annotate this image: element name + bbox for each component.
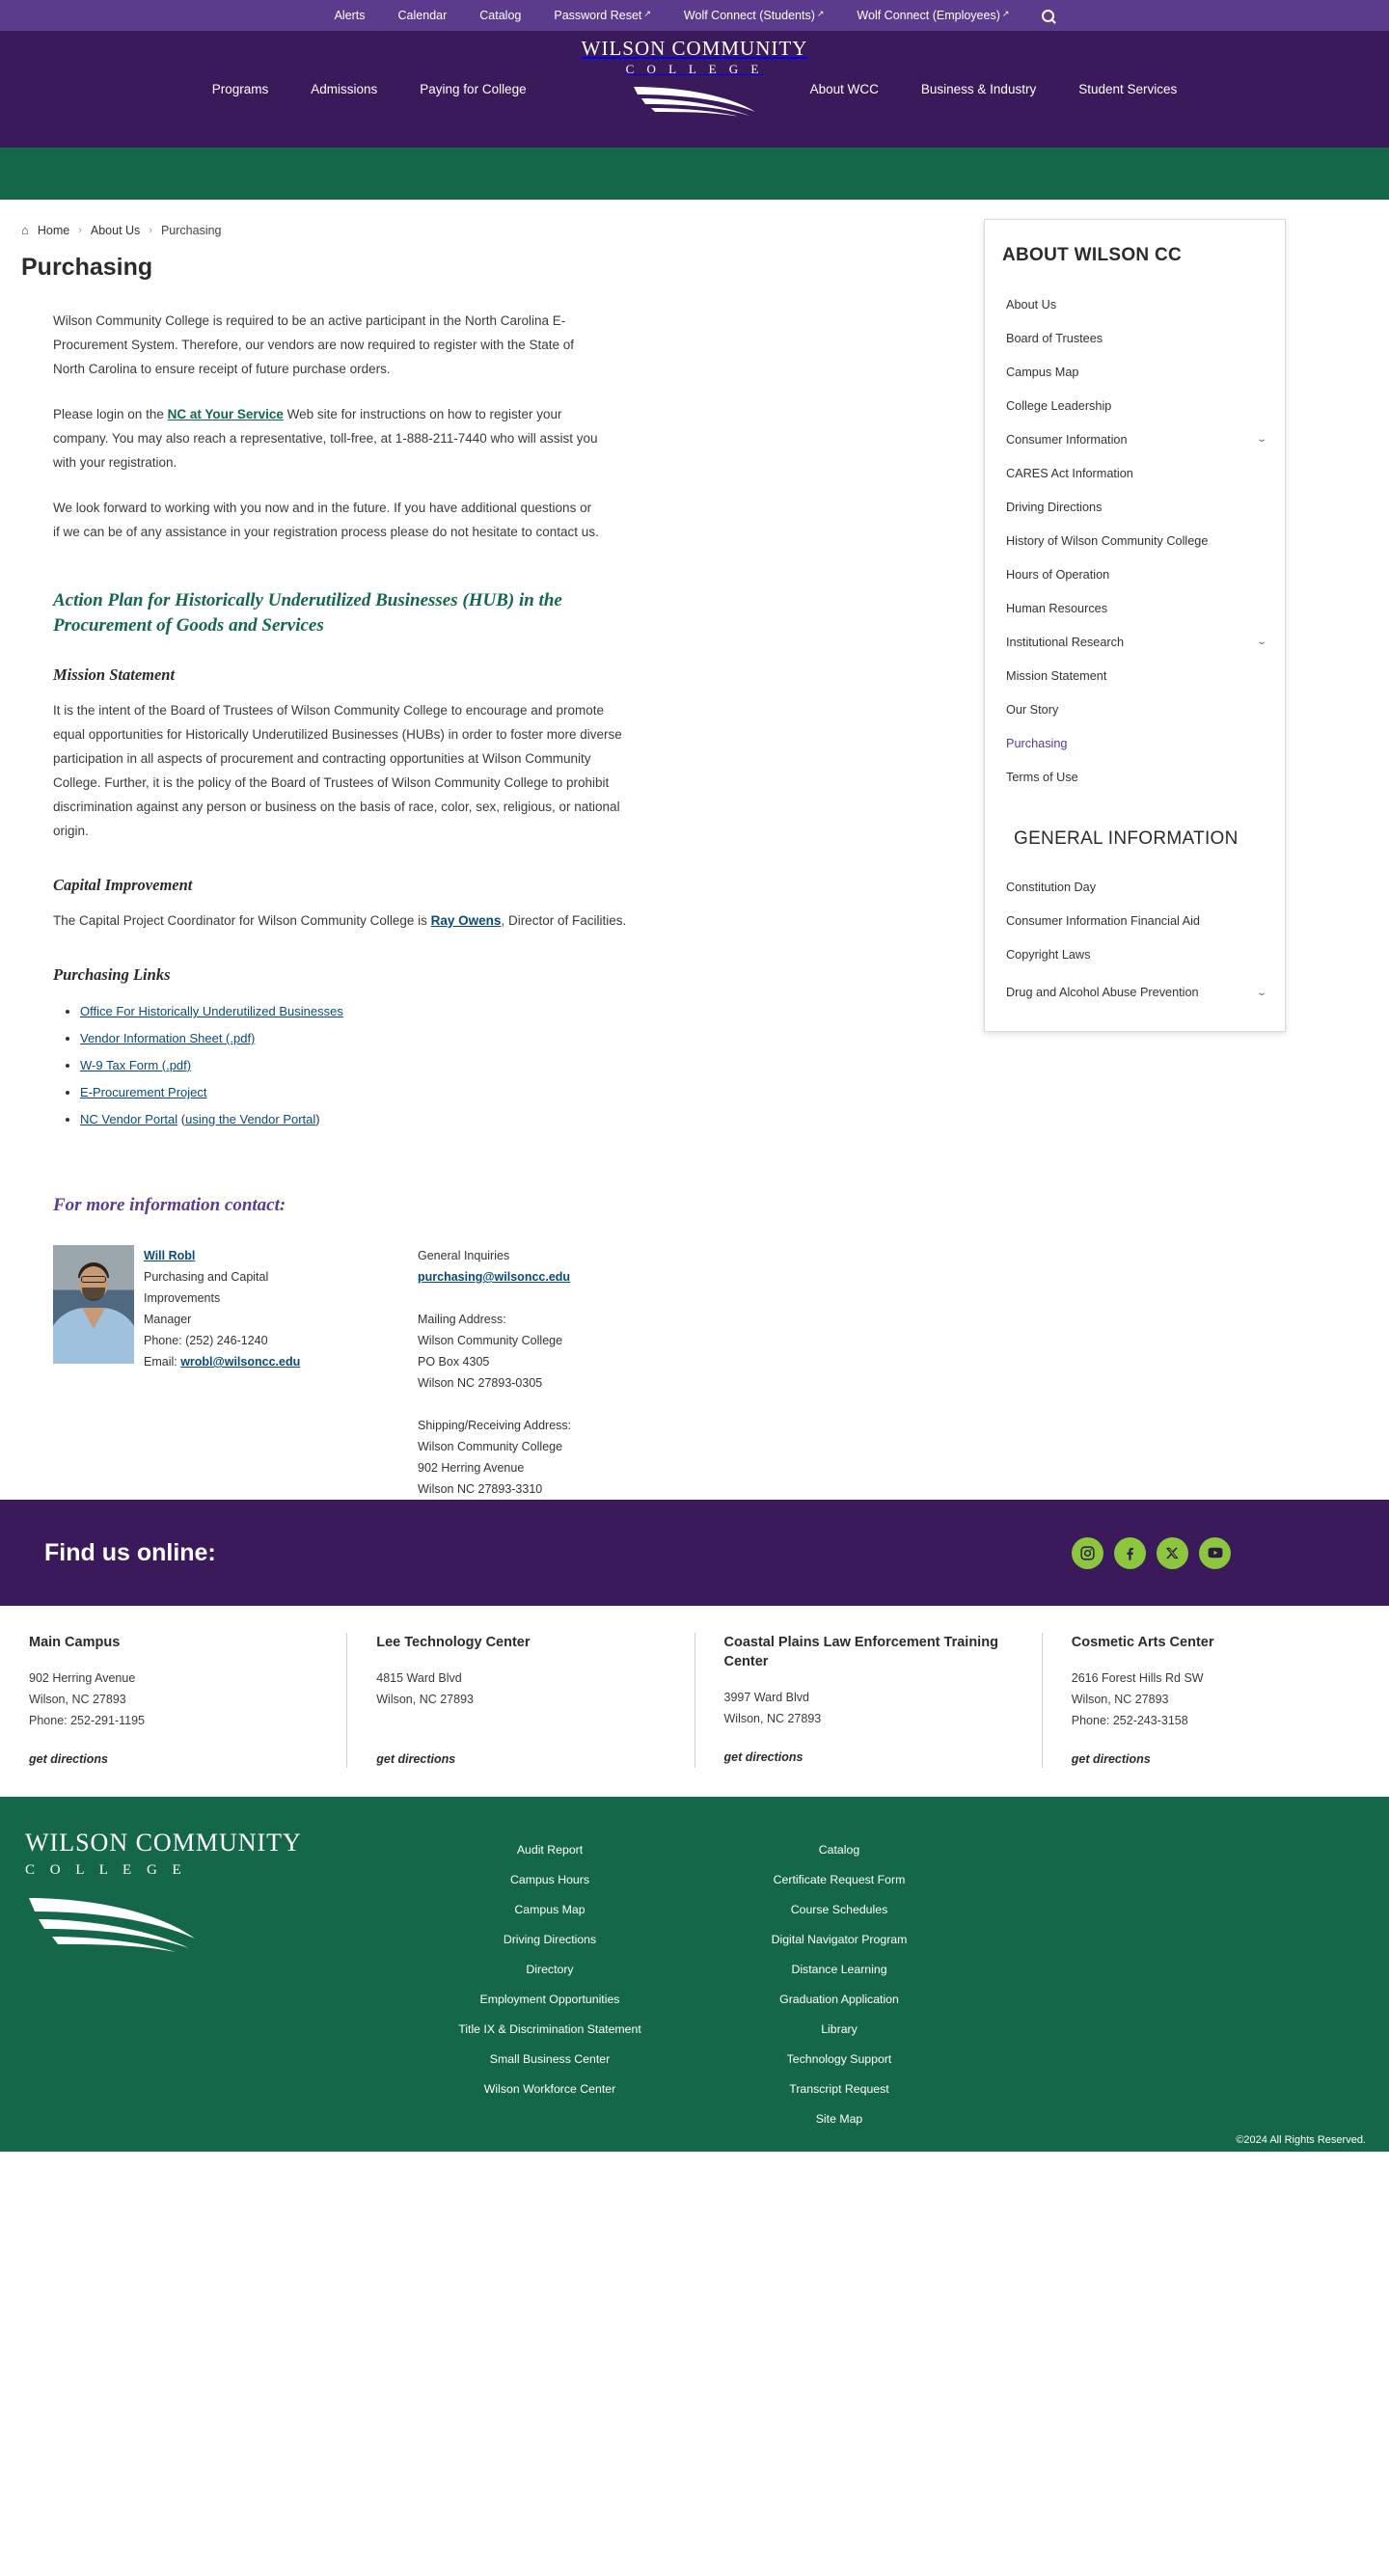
youtube-icon[interactable] — [1199, 1537, 1231, 1569]
breadcrumb-about-us[interactable]: About Us — [90, 223, 141, 237]
content-area — [0, 200, 1389, 1500]
utility-bar — [0, 0, 1389, 31]
campus-address-line: 902 Herring Avenue — [29, 1671, 136, 1685]
utility-link-calendar[interactable] — [398, 9, 448, 22]
site-footer — [0, 1797, 1389, 2152]
sidebar-item-label: Copyright Laws — [1006, 947, 1091, 962]
list-item — [80, 1052, 945, 1079]
sidebar-heading: ABOUT WILSON CC — [1002, 245, 1183, 265]
campus-address-line: Wilson, NC 27893 — [376, 1693, 474, 1706]
about-sidebar — [984, 219, 1286, 1032]
sidebar-item-institutional-research[interactable] — [985, 625, 1285, 659]
sidebar-item-label: Hours of Operation — [1006, 567, 1110, 582]
sidebar-item-driving-directions[interactable] — [985, 490, 1285, 524]
nav-label: Business & Industry — [920, 82, 1037, 96]
sidebar-item-label: CARES Act Information — [1006, 466, 1133, 480]
utility-link-label: Wolf Connect (Students) — [683, 9, 815, 22]
nav-item-admissions[interactable] — [289, 82, 398, 96]
sidebar-item-label: Consumer Information — [1006, 432, 1128, 447]
campus-name: Coastal Plains Law Enforcement Training Center — [723, 1635, 998, 1669]
sidebar-item-purchasing[interactable] — [985, 726, 1285, 760]
mailing-address-line1: Wilson Community College — [418, 1334, 563, 1347]
capital-improvement-heading: Capital Improvement — [53, 876, 193, 894]
campus-address-line: 3997 Ward Blvd — [723, 1691, 809, 1704]
contact-section — [53, 1245, 945, 1500]
paren-close: ) — [315, 1112, 320, 1126]
sidebar-item-copyright-laws[interactable] — [985, 937, 1285, 971]
link-using-the-vendor-portal[interactable]: using the Vendor Portal — [185, 1112, 316, 1126]
utility-link-alerts[interactable] — [335, 9, 366, 22]
mailing-address-line3: Wilson NC 27893-0305 — [418, 1376, 543, 1390]
nav-label: Paying for College — [420, 82, 527, 96]
sidebar-item-label: Human Resources — [1006, 601, 1108, 615]
general-inquiries-label: General Inquiries — [418, 1249, 510, 1262]
footer-link-certificate-request-form[interactable]: Certificate Request Form — [773, 1873, 906, 1886]
utility-link-wolf-connect-students[interactable] — [684, 9, 825, 22]
ray-owens-link[interactable]: Ray Owens — [430, 913, 502, 928]
sidebar-item-hours-of-operation[interactable] — [985, 557, 1285, 591]
get-directions-link[interactable]: get directions — [29, 1752, 108, 1766]
purchasing-links-heading: Purchasing Links — [53, 965, 171, 984]
campus-address-line: Wilson, NC 27893 — [723, 1712, 822, 1725]
footer-link-employment-opportunities[interactable]: Employment Opportunities — [479, 1993, 620, 2006]
nav-item-programs[interactable] — [191, 82, 290, 96]
chevron-down-icon[interactable]: ⌄ — [1255, 434, 1267, 445]
footer-column-1 — [405, 1835, 694, 2134]
footer-link-digital-navigator-program[interactable]: Digital Navigator Program — [771, 1933, 908, 1946]
intro-p2-after: Web site for instructions on how to register your company. You may also reach a representative, toll-free, at 1-888-211-7440 who will assist you with your registration. — [53, 407, 598, 470]
sidebar-item-human-resources[interactable] — [985, 591, 1285, 625]
utility-link-wolf-connect-employees[interactable] — [857, 9, 1009, 22]
sidebar-item-history[interactable] — [985, 524, 1285, 557]
link-vendor-information-sheet[interactable]: Vendor Information Sheet (.pdf) — [80, 1031, 256, 1045]
utility-link-label: Wolf Connect (Employees) — [857, 9, 1000, 22]
footer-link-directory[interactable]: Directory — [526, 1963, 574, 1976]
footer-link-library[interactable]: Library — [821, 2022, 858, 2036]
sidebar-item-label: Terms of Use — [1006, 770, 1078, 784]
logo-swoosh-icon — [579, 83, 810, 122]
get-directions-link[interactable]: get directions — [376, 1752, 456, 1766]
site-header — [0, 31, 1389, 148]
contact-person-phone: Phone: (252) 246-1240 — [144, 1334, 268, 1347]
list-item — [80, 1106, 945, 1133]
footer-link-audit-report[interactable]: Audit Report — [516, 1843, 584, 1857]
footer-column-2 — [694, 1835, 984, 2134]
shipping-address-line1: Wilson Community College — [418, 1440, 563, 1453]
intro-paragraph-1: Wilson Community College is required to be an active participant in the North Carolina E-Procurement System. Therefore, our vendors are now required to register with the State of North Carolina to ensure receipt of future purchase orders. — [53, 313, 575, 376]
chevron-down-icon[interactable]: ⌄ — [1255, 987, 1267, 998]
footer-link-driving-directions[interactable]: Driving Directions — [503, 1933, 597, 1946]
footer-logo — [0, 1830, 405, 2134]
nav-item-business-industry[interactable] — [900, 82, 1057, 96]
utility-link-label: Calendar — [397, 9, 448, 22]
contact-person-name-link[interactable]: Will Robl — [144, 1249, 196, 1262]
search-button[interactable] — [1042, 10, 1054, 22]
contact-heading: For more information contact: — [53, 1195, 286, 1215]
sidebar-item-label: Consumer Information Financial Aid — [1006, 913, 1200, 928]
email-label: Email: — [144, 1355, 181, 1369]
sidebar-item-college-leadership[interactable] — [985, 389, 1285, 422]
site-logo[interactable] — [579, 39, 810, 122]
campus-main — [0, 1633, 346, 1768]
sidebar-item-cares-act-information[interactable] — [985, 456, 1285, 490]
sidebar-item-about-us[interactable] — [985, 287, 1285, 321]
get-directions-link[interactable]: get directions — [1071, 1752, 1151, 1766]
home-icon: ⌂ — [21, 223, 29, 237]
utility-link-label: Catalog — [479, 9, 522, 22]
sidebar-item-terms-of-use[interactable] — [985, 760, 1285, 794]
list-item — [80, 998, 945, 1025]
mailing-address-line2: PO Box 4305 — [418, 1355, 490, 1369]
logo-wordmark-line2: C O L L E G E — [625, 62, 764, 76]
sidebar-item-constitution-day[interactable] — [985, 870, 1285, 904]
contact-person-title-line1: Purchasing and Capital Improvements — [144, 1270, 269, 1305]
footer-link-wilson-workforce-center[interactable]: Wilson Workforce Center — [483, 2082, 616, 2096]
campus-cosmetic-arts — [1042, 1633, 1389, 1768]
campus-address-line: Wilson, NC 27893 — [29, 1693, 126, 1706]
breadcrumb-home[interactable]: Home — [37, 223, 70, 237]
chevron-down-icon[interactable]: ⌄ — [1255, 637, 1267, 647]
breadcrumb-separator: › — [149, 224, 152, 236]
campus-phone: Phone: 252-291-1195 — [29, 1714, 146, 1727]
contact-person-title-line2: Manager — [144, 1313, 192, 1326]
utility-link-catalog[interactable] — [479, 9, 521, 22]
campus-address-line: 2616 Forest Hills Rd SW — [1071, 1671, 1204, 1685]
social-links — [1072, 1537, 1231, 1569]
campus-name: Lee Technology Center — [376, 1635, 531, 1650]
sidebar-item-campus-map[interactable] — [985, 355, 1285, 389]
footer-logo-line1: WILSON COMMUNITY — [25, 1829, 302, 1857]
capital-improvement-text — [53, 908, 632, 933]
footer-link-columns — [405, 1830, 1389, 2134]
nav-item-student-services[interactable] — [1057, 82, 1198, 96]
sidebar-item-label: Driving Directions — [1006, 500, 1103, 514]
nav-label: About WCC — [809, 82, 879, 96]
utility-link-label: Password Reset — [554, 9, 642, 22]
footer-link-graduation-application[interactable]: Graduation Application — [779, 1993, 899, 2006]
intro-paragraph-3: We look forward to working with you now and in the future. If you have additional questions or if we can be of any assistance in your registration process please do not hesitate to contact us. — [53, 501, 599, 539]
footer-link-distance-learning[interactable]: Distance Learning — [791, 1963, 887, 1976]
nav-label: Student Services — [1078, 82, 1178, 96]
action-plan-heading: Action Plan for Historically Underutilized Businesses (HUB) in the Procurement of Goods and Services — [53, 590, 562, 636]
campus-name: Cosmetic Arts Center — [1071, 1635, 1214, 1650]
secondary-bar — [0, 148, 1389, 200]
link-hub-office[interactable]: Office For Historically Underutilized Businesses — [80, 1004, 343, 1018]
sidebar-item-drug-and-alcohol-abuse-prevention[interactable] — [985, 971, 1285, 1014]
link-eprocurement-project[interactable]: E-Procurement Project — [80, 1085, 207, 1099]
footer-link-technology-support[interactable]: Technology Support — [786, 2052, 892, 2066]
link-nc-vendor-portal[interactable]: NC Vendor Portal — [80, 1112, 178, 1126]
sidebar-item-our-story[interactable] — [985, 692, 1285, 726]
intro-p2-before: Please login on the — [53, 407, 168, 421]
external-link-icon: ↗ — [643, 9, 651, 18]
nav-label: Programs — [211, 82, 269, 96]
sidebar-item-label: Board of Trustees — [1006, 331, 1103, 345]
sidebar-column — [984, 200, 1389, 1500]
main-content — [0, 200, 984, 1500]
sidebar-item-mission-statement[interactable] — [985, 659, 1285, 692]
list-item — [80, 1079, 945, 1106]
avatar — [53, 1245, 134, 1364]
footer-logo-line2: C O L L E G E — [25, 1862, 187, 1878]
utility-link-password-reset[interactable] — [554, 9, 651, 22]
breadcrumb — [21, 223, 945, 237]
breadcrumb-current: Purchasing — [160, 223, 222, 237]
paren-open: ( — [177, 1112, 186, 1126]
shipping-address-label: Shipping/Receiving Address: — [418, 1419, 572, 1432]
capital-before: The Capital Project Coordinator for Wilson Community College is — [53, 913, 431, 928]
sidebar-item-board-of-trustees[interactable] — [985, 321, 1285, 355]
sidebar-general-heading: GENERAL INFORMATION — [1014, 828, 1239, 849]
footer-swoosh-icon — [25, 1890, 405, 1963]
nc-at-your-service-link[interactable]: NC at Your Service — [167, 407, 284, 421]
general-contact-details — [418, 1245, 571, 1500]
campus-name: Main Campus — [29, 1635, 121, 1650]
sidebar-item-label: Our Story — [1006, 702, 1059, 717]
contact-person-email-link[interactable]: wrobl@wilsoncc.edu — [180, 1355, 301, 1369]
sidebar-item-label: Drug and Alcohol Abuse Prevention — [1006, 985, 1199, 999]
campus-lee-technology-center — [346, 1633, 694, 1768]
link-w9-tax-form[interactable]: W-9 Tax Form (.pdf) — [80, 1058, 192, 1072]
footer-link-transcript-request[interactable]: Transcript Request — [789, 2082, 889, 2096]
mailing-address-label: Mailing Address: — [418, 1313, 506, 1326]
capital-after: , Director of Facilities. — [501, 913, 627, 928]
nav-item-paying-for-college[interactable] — [398, 82, 547, 96]
sidebar-item-label: Campus Map — [1006, 365, 1079, 379]
sidebar-item-label: Institutional Research — [1006, 635, 1125, 649]
campus-coastal-plains — [694, 1633, 1042, 1768]
copyright-text: ©2024 All Rights Reserved. — [1236, 2134, 1366, 2146]
external-link-icon: ↗ — [1001, 9, 1010, 18]
contact-person-email-row — [144, 1351, 337, 1372]
footer-link-title-ix[interactable]: Title IX & Discrimination Statement — [458, 2022, 641, 2036]
sidebar-item-label: Mission Statement — [1006, 668, 1107, 683]
breadcrumb-separator: › — [78, 224, 82, 236]
logo-wordmark-line1: WILSON COMMUNITY — [581, 37, 808, 60]
sidebar-item-label: Constitution Day — [1006, 880, 1097, 894]
footer-link-course-schedules[interactable]: Course Schedules — [790, 1903, 888, 1916]
campus-locations — [0, 1606, 1389, 1797]
sidebar-item-consumer-information-financial-aid[interactable] — [985, 904, 1285, 937]
intro-paragraph-2 — [21, 402, 600, 475]
campus-phone: Phone: 252-243-3158 — [1071, 1714, 1188, 1727]
footer-link-campus-map[interactable]: Campus Map — [514, 1903, 586, 1916]
search-icon — [1042, 10, 1054, 22]
purchasing-links-list — [53, 998, 945, 1133]
footer-link-campus-hours[interactable]: Campus Hours — [509, 1873, 589, 1886]
sidebar-item-label: College Leadership — [1006, 398, 1112, 413]
get-directions-link[interactable]: get directions — [723, 1750, 803, 1764]
sidebar-item-label: History of Wilson Community College — [1006, 533, 1209, 548]
footer-link-small-business-center[interactable]: Small Business Center — [489, 2052, 611, 2066]
nav-label: Admissions — [311, 82, 378, 96]
page-title: Purchasing — [21, 254, 153, 281]
shipping-address-line2: 902 Herring Avenue — [418, 1461, 525, 1475]
purchasing-email-link[interactable]: purchasing@wilsoncc.edu — [418, 1270, 571, 1284]
mission-statement-heading: Mission Statement — [53, 665, 176, 684]
instagram-icon[interactable] — [1072, 1537, 1103, 1569]
find-us-online-bar — [0, 1500, 1389, 1606]
campus-address-line: Wilson, NC 27893 — [1071, 1693, 1169, 1706]
x-twitter-icon[interactable] — [1157, 1537, 1188, 1569]
contact-person-details — [144, 1245, 337, 1500]
sidebar-item-label: Purchasing — [1006, 736, 1068, 750]
shipping-address-line3: Wilson NC 27893-3310 — [418, 1482, 543, 1496]
footer-link-catalog[interactable]: Catalog — [818, 1843, 860, 1857]
list-item — [80, 1025, 945, 1052]
find-us-heading: Find us online: — [44, 1538, 216, 1566]
sidebar-item-label: About Us — [1006, 297, 1057, 312]
footer-link-site-map[interactable]: Site Map — [815, 2112, 863, 2126]
campus-address-line: 4815 Ward Blvd — [376, 1671, 462, 1685]
external-link-icon: ↗ — [816, 9, 825, 18]
mission-statement-text: It is the intent of the Board of Trustees of Wilson Community College to encourage and promote equal opportunities for Historically Underutilized Businesses (HUBs) in order to foster more diverse participation in all aspects of procurement and contracting opportunities at Wilson Community College. Further, it is the policy of the Board of Trustees of Wilson Community College to prohibit discrimination against any person or business on the basis of race, color, sex, religious, or national origin. — [53, 703, 622, 838]
utility-link-label: Alerts — [334, 9, 366, 22]
facebook-icon[interactable] — [1114, 1537, 1146, 1569]
sidebar-item-consumer-information[interactable] — [985, 422, 1285, 456]
